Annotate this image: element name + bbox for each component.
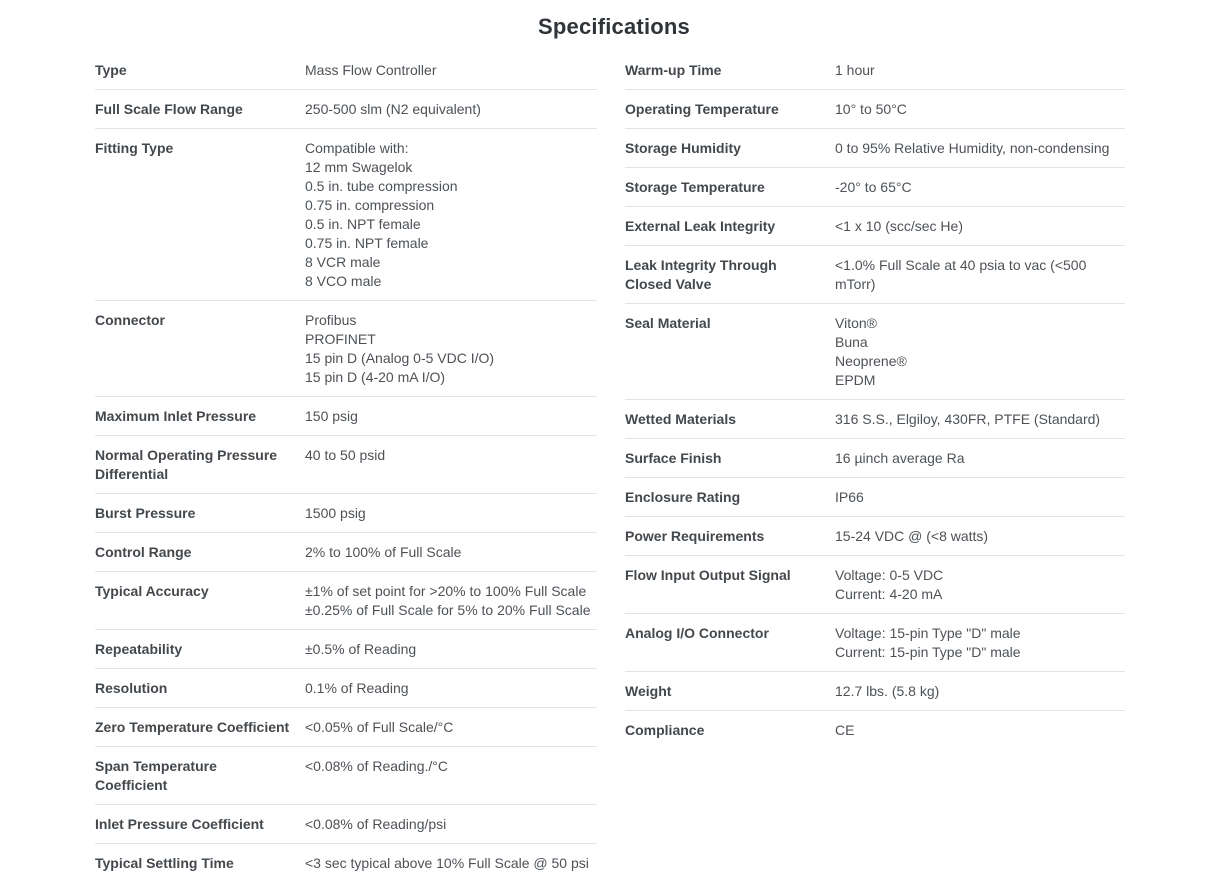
spec-value <box>835 624 1125 662</box>
spec-value <box>835 314 1125 390</box>
spec-value <box>835 256 1125 294</box>
spec-row <box>625 613 1125 671</box>
spec-value-line: Viton® <box>835 315 877 331</box>
spec-value <box>835 488 1125 507</box>
spec-value <box>305 504 597 523</box>
spec-label: Normal Operating Pressure Differential <box>95 447 278 482</box>
spec-value <box>835 178 1125 197</box>
spec-label: Repeatability <box>95 641 183 657</box>
spec-value <box>305 407 597 426</box>
spec-value-line: -20° to 65°C <box>835 179 912 195</box>
spec-label: Burst Pressure <box>95 505 196 521</box>
spec-value <box>305 854 597 873</box>
spec-value-line: 8 VCR male <box>305 254 381 270</box>
spec-label: Power Requirements <box>625 528 765 544</box>
spec-value-line: 12 mm Swagelok <box>305 159 413 175</box>
spec-value <box>835 61 1125 80</box>
spec-value-line: Neoprene® <box>835 353 907 369</box>
spec-label: Typical Accuracy <box>95 583 209 599</box>
spec-label: Span Temperature Coefficient <box>95 758 217 793</box>
spec-value <box>305 139 597 291</box>
spec-row <box>95 128 597 300</box>
spec-row <box>625 516 1125 555</box>
spec-table-left <box>95 51 597 882</box>
spec-value <box>305 718 597 737</box>
spec-value <box>305 640 597 659</box>
spec-value <box>305 61 597 80</box>
spec-value-line: 0 to 95% Relative Humidity, non-condensing <box>835 140 1110 156</box>
spec-row <box>95 668 597 707</box>
spec-row <box>95 707 597 746</box>
spec-value-line: PROFINET <box>305 331 376 347</box>
spec-value-line: 0.5 in. tube compression <box>305 178 458 194</box>
spec-value-line: <1.0% Full Scale at 40 psia to vac (<500 mTorr) <box>835 257 1087 292</box>
spec-label: Zero Temperature Coefficient <box>95 719 290 735</box>
spec-value <box>835 566 1125 604</box>
page-title: Specifications <box>538 14 690 39</box>
spec-value-line: 16 µinch average Ra <box>835 450 965 466</box>
spec-value-line: CE <box>835 722 855 738</box>
spec-value <box>305 311 597 387</box>
spec-value-line: ±1% of set point for >20% to 100% Full Scale <box>305 583 587 599</box>
spec-row <box>625 303 1125 399</box>
spec-label: Type <box>95 62 127 78</box>
spec-row <box>625 167 1125 206</box>
spec-row <box>95 51 597 89</box>
spec-row <box>95 435 597 493</box>
spec-value-line: 15-24 VDC @ (<8 watts) <box>835 528 989 544</box>
spec-value-line: Profibus <box>305 312 357 328</box>
spec-row <box>625 245 1125 303</box>
spec-value <box>305 582 597 620</box>
spec-row <box>625 671 1125 710</box>
spec-table-right <box>625 51 1125 749</box>
spec-label: Operating Temperature <box>625 101 779 117</box>
spec-label: Control Range <box>95 544 192 560</box>
spec-label: Leak Integrity Through Closed Valve <box>625 257 777 292</box>
spec-value-line: 8 VCO male <box>305 273 382 289</box>
spec-value <box>835 682 1125 701</box>
spec-label: Enclosure Rating <box>625 489 741 505</box>
spec-value <box>835 449 1125 468</box>
spec-label: Weight <box>625 683 672 699</box>
spec-label: Connector <box>95 312 165 328</box>
spec-row <box>95 396 597 435</box>
spec-value-line: 10° to 50°C <box>835 101 907 117</box>
spec-row <box>95 493 597 532</box>
spec-value <box>835 139 1125 158</box>
spec-value-line: Buna <box>835 334 868 350</box>
spec-row <box>95 843 597 882</box>
spec-row <box>95 532 597 571</box>
spec-value <box>835 217 1125 236</box>
spec-row <box>625 89 1125 128</box>
spec-value-line: Current: 15-pin Type "D" male <box>835 644 1021 660</box>
spec-row <box>625 438 1125 477</box>
spec-label: Surface Finish <box>625 450 722 466</box>
spec-value-line: <0.08% of Reading/psi <box>305 816 447 832</box>
spec-value <box>305 679 597 698</box>
spec-value <box>835 721 1125 740</box>
spec-label: Storage Humidity <box>625 140 741 156</box>
spec-value <box>305 100 597 119</box>
spec-value-line: 0.75 in. compression <box>305 197 435 213</box>
spec-row <box>625 399 1125 438</box>
spec-value-line: 12.7 lbs. (5.8 kg) <box>835 683 940 699</box>
spec-value-line: ±0.25% of Full Scale for 5% to 20% Full Scale <box>305 602 591 618</box>
spec-value-line: Voltage: 15-pin Type "D" male <box>835 625 1021 641</box>
spec-row <box>625 51 1125 89</box>
spec-value-line: IP66 <box>835 489 864 505</box>
spec-value <box>835 100 1125 119</box>
spec-value-line: 2% to 100% of Full Scale <box>305 544 462 560</box>
spec-label: Inlet Pressure Coefficient <box>95 816 264 832</box>
spec-row <box>625 477 1125 516</box>
spec-value-line: 0.5 in. NPT female <box>305 216 421 232</box>
spec-label: Resolution <box>95 680 168 696</box>
spec-value <box>305 543 597 562</box>
spec-row <box>625 206 1125 245</box>
spec-value-line: <1 x 10 (scc/sec He) <box>835 218 963 234</box>
spec-value-line: <0.05% of Full Scale/°C <box>305 719 454 735</box>
spec-value <box>835 527 1125 546</box>
spec-label: Full Scale Flow Range <box>95 101 243 117</box>
spec-label: Compliance <box>625 722 705 738</box>
spec-label: Storage Temperature <box>625 179 765 195</box>
spec-label: Typical Settling Time <box>95 855 234 871</box>
spec-value-line: Mass Flow Controller <box>305 62 437 78</box>
spec-value <box>305 757 597 795</box>
spec-value-line: ±0.5% of Reading <box>305 641 417 657</box>
spec-label: Warm-up Time <box>625 62 722 78</box>
spec-value-line: 150 psig <box>305 408 358 424</box>
spec-value <box>305 815 597 834</box>
spec-value-line: <3 sec typical above 10% Full Scale @ 50 psi <box>305 855 589 871</box>
spec-row <box>95 571 597 629</box>
spec-value <box>305 446 597 484</box>
spec-value-line: 15 pin D (4-20 mA I/O) <box>305 369 446 385</box>
spec-value-line: 316 S.S., Elgiloy, 430FR, PTFE (Standard) <box>835 411 1101 427</box>
spec-value-line: EPDM <box>835 372 876 388</box>
spec-row <box>625 710 1125 749</box>
spec-label: External Leak Integrity <box>625 218 776 234</box>
spec-label: Seal Material <box>625 315 711 331</box>
spec-value-line: 0.75 in. NPT female <box>305 235 429 251</box>
spec-label: Flow Input Output Signal <box>625 567 791 583</box>
spec-value-line: <0.08% of Reading./°C <box>305 758 448 774</box>
spec-value-line: 1 hour <box>835 62 875 78</box>
spec-row <box>95 746 597 804</box>
spec-label: Wetted Materials <box>625 411 736 427</box>
spec-row <box>95 804 597 843</box>
spec-label: Maximum Inlet Pressure <box>95 408 257 424</box>
spec-value <box>835 410 1125 429</box>
spec-value-line: Current: 4-20 mA <box>835 586 943 602</box>
spec-row <box>625 128 1125 167</box>
spec-value-line: Compatible with: <box>305 140 409 156</box>
spec-columns <box>95 51 1228 882</box>
spec-value-line: 1500 psig <box>305 505 366 521</box>
spec-value-line: 40 to 50 psid <box>305 447 386 463</box>
spec-row <box>95 300 597 396</box>
spec-value-line: 250-500 slm (N2 equivalent) <box>305 101 481 117</box>
spec-row <box>625 555 1125 613</box>
spec-label: Fitting Type <box>95 140 174 156</box>
spec-value-line: Voltage: 0-5 VDC <box>835 567 944 583</box>
spec-label: Analog I/O Connector <box>625 625 769 641</box>
spec-value-line: 15 pin D (Analog 0-5 VDC I/O) <box>305 350 495 366</box>
spec-value-line: 0.1% of Reading <box>305 680 409 696</box>
spec-row <box>95 629 597 668</box>
spec-row <box>95 89 597 128</box>
